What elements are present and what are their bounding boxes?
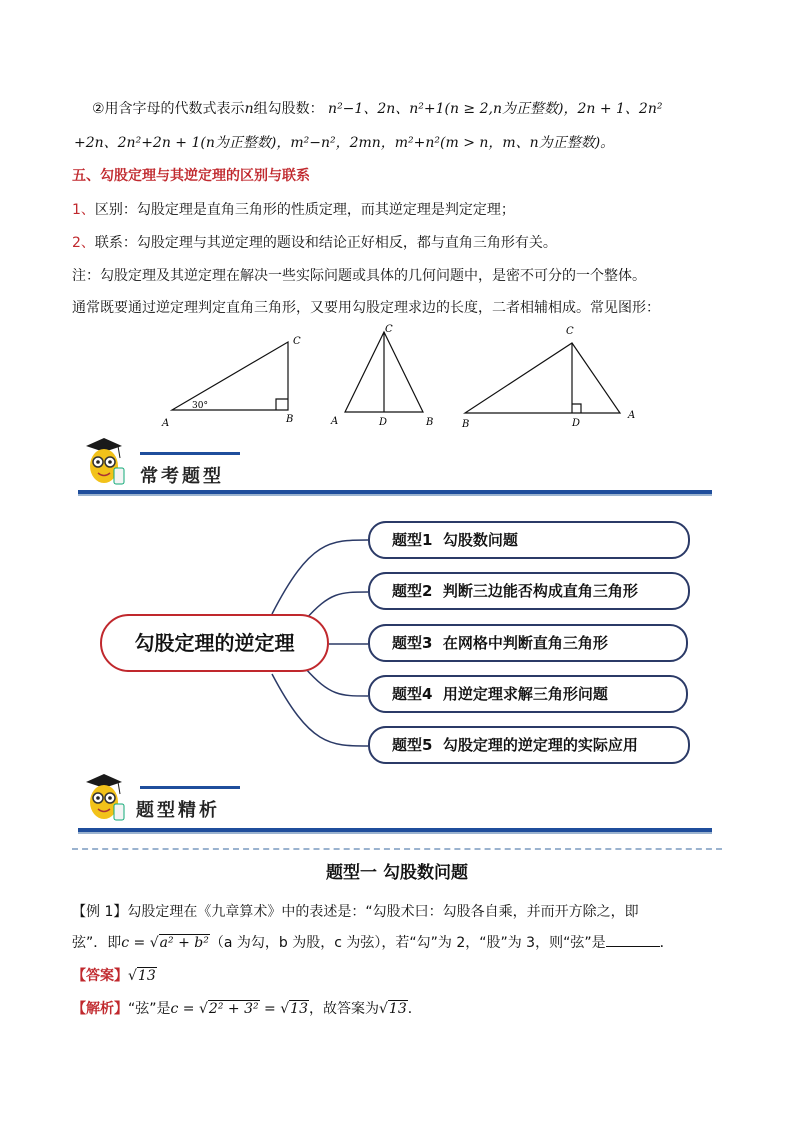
banner-type-analysis: [78, 768, 718, 836]
mindmap-item-4-num: 题型4: [392, 685, 433, 703]
section5-note1: 注：勾股定理及其逆定理在解决一些实际问题或具体的几何问题中，是密不可分的一个整体。: [72, 268, 646, 284]
example1-line2-end: ．: [659, 935, 674, 951]
section5-item1: [72, 200, 515, 220]
mindmap-item-3-num: 题型3: [392, 634, 433, 652]
mindmap-item-4-text: 用逆定理求解三角形问题: [442, 685, 608, 703]
analysis-b: ，故答案为: [308, 1001, 379, 1017]
figure-right-triangle-30: [172, 342, 288, 410]
formula-c: c: [121, 935, 130, 951]
analysis-end: ．: [407, 1001, 422, 1017]
fig2-label-b: B: [426, 417, 434, 428]
example1-line2: [72, 933, 674, 953]
section-title: 题型一 勾股数问题: [326, 863, 468, 883]
item1-text: ：勾股定理是直角三角形的性质定理，而其逆定理是判定定理；: [122, 202, 515, 218]
fig2-label-a: A: [331, 416, 339, 427]
para1-expr1: n²−1、2n、n²+1(n ≥ 2,n为正整数)，2n + 1、2n²: [328, 101, 663, 117]
para1-expr2: +2n、2n²+2n + 1(n为正整数)，m²−n²，2mn，m²+n²(m > n，m、n为正整数)。: [74, 135, 615, 151]
mindmap-item-3[interactable]: [368, 624, 688, 662]
analysis-radicand-1: 2² + 3²: [208, 1001, 259, 1017]
mindmap-item-1[interactable]: [368, 521, 690, 559]
mindmap-item-2-num: 题型2: [392, 582, 433, 600]
analysis-eq: =: [178, 1001, 199, 1017]
formula-eq: =: [129, 935, 150, 951]
answer-radicand: 13: [137, 968, 156, 984]
example1-line2-a: 弦”．即: [72, 935, 122, 951]
para1-lead: ②用含字母的代数式表示: [92, 101, 245, 117]
mascot-icon: [86, 438, 124, 484]
mindmap-item-5-text: 勾股定理的逆定理的实际应用: [442, 736, 638, 754]
fig3-label-c: C: [566, 326, 574, 337]
fig1-label-c: C: [293, 336, 301, 347]
example1-line1: 【例 1】勾股定理在《九章算术》中的表述是：“勾股术曰：勾股各自乘，并而开方除之，即: [72, 904, 639, 920]
figure-obtuse-altitude: [465, 343, 620, 413]
mindmap-item-4[interactable]: [368, 675, 688, 713]
fig2-label-d: D: [379, 417, 388, 428]
fig3-label-d: D: [572, 418, 581, 429]
analysis-sqrt-1: √2² + 3²: [199, 1001, 259, 1017]
item1-num: 1、: [72, 202, 95, 218]
figure-isosceles-altitude: [345, 332, 423, 412]
formula-line-2: [74, 133, 614, 153]
fig1-label-a: A: [162, 418, 170, 429]
fig1-angle: 30°: [192, 401, 208, 411]
analysis-label: 【解析】: [72, 1001, 128, 1017]
analysis-line: [72, 999, 422, 1019]
mindmap-item-5[interactable]: [368, 726, 690, 764]
example1-line2-b: （a 为勾，b 为股，c 为弦），若“勾”为 2，“股”为 3，则“弦”是: [209, 935, 606, 951]
dashed-divider: [72, 848, 722, 850]
answer-sqrt: √13: [128, 968, 156, 984]
section5-note2: 通常既要通过逆定理判定直角三角形，又要用勾股定理求边的长度，二者相辅相成。常见图形：: [72, 300, 660, 316]
para1-n: n: [244, 101, 254, 117]
item2-label: 联系: [94, 235, 123, 251]
formula-radicand: a² + b²: [159, 935, 209, 951]
fig1-label-b: B: [286, 414, 294, 425]
item1-label: 区别: [94, 202, 123, 218]
para1-mid: 组勾股数：: [253, 101, 324, 117]
mindmap-item-2[interactable]: [368, 572, 690, 610]
triangle-figures: [0, 320, 794, 435]
analysis-eq2: =: [259, 1001, 281, 1017]
analysis-sqrt-2: √13: [280, 1001, 308, 1017]
mindmap-item-1-num: 题型1: [392, 531, 433, 549]
analysis-radicand-3: 13: [388, 1001, 407, 1017]
item2-num: 2、: [72, 235, 95, 251]
mascot-icon-2: [86, 774, 124, 820]
banner-common-types: [78, 432, 718, 500]
mindmap-item-1-text: 勾股数问题: [442, 531, 518, 549]
answer-line: [72, 966, 157, 986]
fig2-label-c: C: [385, 324, 393, 335]
mindmap-item-5-num: 题型5: [392, 736, 433, 754]
formula-line-1: [92, 99, 662, 119]
answer-label: 【答案】: [72, 968, 128, 984]
fig3-label-a: A: [628, 410, 636, 421]
mindmap-item-2-text: 判断三边能否构成直角三角形: [442, 582, 638, 600]
analysis-radicand-2: 13: [290, 1001, 308, 1017]
fig3-label-b: B: [462, 419, 470, 430]
analysis-a: “弦”是: [128, 1001, 171, 1017]
banner1-title: 常考题型: [140, 466, 224, 487]
mindmap-item-3-text: 在网格中判断直角三角形: [442, 634, 608, 652]
section5-item2: [72, 233, 557, 253]
analysis-sqrt-3: √13: [378, 1001, 407, 1017]
section5-title: 五、勾股定理与其逆定理的区别与联系: [72, 168, 310, 184]
formula-sqrt: √a² + b²: [149, 935, 209, 951]
analysis-c: c: [170, 1001, 179, 1017]
banner2-title: 题型精析: [136, 800, 220, 821]
mindmap-center-node: 勾股定理的逆定理: [100, 614, 329, 672]
item2-text: ：勾股定理与其逆定理的题设和结论正好相反，都与直角三角形有关。: [122, 235, 557, 251]
answer-blank[interactable]: [606, 933, 660, 947]
